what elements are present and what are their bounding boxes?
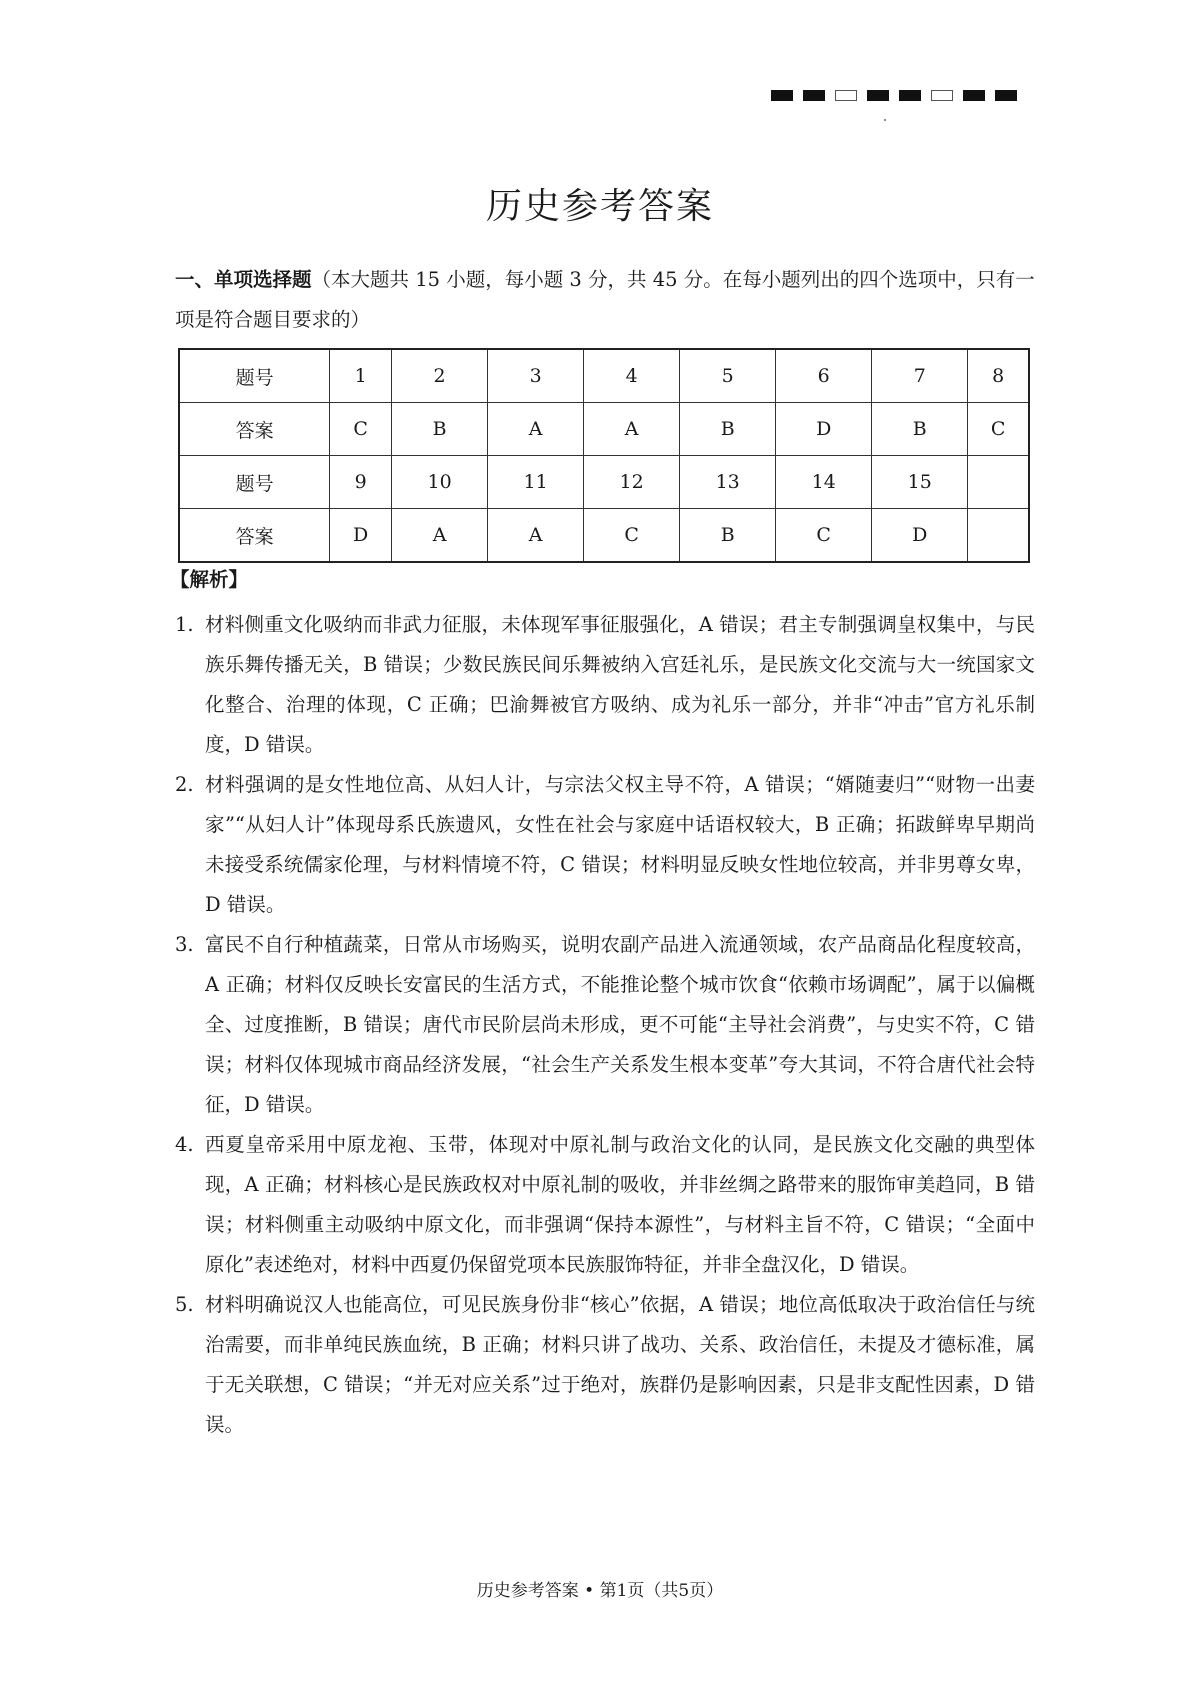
- item-number: 5.: [175, 1293, 194, 1316]
- mark-empty: [931, 90, 953, 101]
- table-cell: B: [680, 403, 776, 456]
- table-cell: 2: [392, 349, 488, 403]
- table-cell: A: [488, 509, 584, 563]
- section-intro: [175, 260, 1035, 340]
- table-cell: 15: [872, 456, 968, 509]
- table-cell: [968, 509, 1029, 563]
- mark-filled: [867, 90, 889, 101]
- item-number: 4.: [175, 1133, 194, 1156]
- answer-table: [178, 348, 1030, 563]
- item-number: 1.: [175, 613, 194, 636]
- item-number: 2.: [175, 773, 194, 796]
- item-number: 3.: [175, 933, 194, 956]
- table-cell: [968, 456, 1029, 509]
- mark-filled: [803, 90, 825, 101]
- item-text: 材料明确说汉人也能高位，可见民族身份非“核心”依据，A 错误；地位高低取决于政治信任与统治需要，而非单纯民族血统，B 正确；材料只讲了战功、关系、政治信任，未提及才德标准，属于无关联想，C 错误；“并无对应关系”过于绝对，族群仍是影响因素，只是非支配性因素，D 错误。: [205, 1293, 1035, 1436]
- analysis-item: [175, 1125, 1035, 1285]
- analysis-item: [175, 605, 1035, 765]
- table-row: [179, 403, 1029, 456]
- item-text: 西夏皇帝采用中原龙袍、玉带，体现对中原礼制与政治文化的认同，是民族文化交融的典型体现，A 正确；材料核心是民族政权对中原礼制的吸收，并非丝绸之路带来的服饰审美趋同，B 错误；材料侧重主动吸纳中原文化，而非强调“保持本源性”，与材料主旨不符，C 错误；“全面中原化”表述绝对，材料中西夏仍保留党项本民族服饰特征，并非全盘汉化，D 错误。: [205, 1133, 1035, 1276]
- table-cell: 4: [584, 349, 680, 403]
- item-text: 富民不自行种植蔬菜，日常从市场购买，说明农副产品进入流通领域，农产品商品化程度较高，A 正确；材料仅反映长安富民的生活方式，不能推论整个城市饮食“依赖市场调配”，属于以偏概全、过度推断，B 错误；唐代市民阶层尚未形成，更不可能“主导社会消费”，与史实不符，C 错误；材料仅体现城市商品经济发展，“社会生产关系发生根本变革”夸大其词，不符合唐代社会特征，D 错误。: [205, 933, 1035, 1116]
- table-cell: D: [872, 509, 968, 563]
- alignment-marks: [771, 90, 1017, 101]
- table-cell: 9: [330, 456, 392, 509]
- table-cell: 11: [488, 456, 584, 509]
- mark-filled: [771, 90, 793, 101]
- mark-filled: [899, 90, 921, 101]
- table-cell: 13: [680, 456, 776, 509]
- table-row: [179, 349, 1029, 403]
- analysis-heading: 【解析】: [170, 568, 249, 591]
- table-row: [179, 456, 1029, 509]
- table-cell: C: [584, 509, 680, 563]
- table-cell: A: [488, 403, 584, 456]
- table-cell: B: [872, 403, 968, 456]
- table-cell: C: [330, 403, 392, 456]
- table-cell: B: [392, 403, 488, 456]
- table-cell: D: [330, 509, 392, 563]
- table-cell: 10: [392, 456, 488, 509]
- table-cell: 3: [488, 349, 584, 403]
- table-cell: C: [968, 403, 1029, 456]
- table-cell: 14: [776, 456, 872, 509]
- item-text: 材料强调的是女性地位高、从妇人计，与宗法父权主导不符，A 错误；“婿随妻归”“财物一出妻家”“从妇人计”体现母系氏族遗风，女性在社会与家庭中话语权较大，B 正确；拓跋鲜卑早期尚未接受系统儒家伦理，与材料情境不符，C 错误；材料明显反映女性地位较高，并非男尊女卑，D 错误。: [205, 773, 1035, 916]
- table-cell: A: [584, 403, 680, 456]
- mark-filled: [963, 90, 985, 101]
- row-header-cell: 答案: [179, 403, 330, 456]
- analysis-item: [175, 765, 1035, 925]
- table-cell: 12: [584, 456, 680, 509]
- analysis-item: [175, 925, 1035, 1125]
- table-cell: 8: [968, 349, 1029, 403]
- table-cell: B: [680, 509, 776, 563]
- table-cell: 1: [330, 349, 392, 403]
- table-cell: 6: [776, 349, 872, 403]
- scan-dot: [884, 119, 886, 121]
- row-header-cell: 题号: [179, 456, 330, 509]
- page-title: 历史参考答案: [485, 186, 714, 227]
- table-cell: 5: [680, 349, 776, 403]
- row-header-cell: 题号: [179, 349, 330, 403]
- mark-filled: [995, 90, 1017, 101]
- table-cell: 7: [872, 349, 968, 403]
- section-note: （本大题共 15 小题，每小题 3 分，共 45 分。在每小题列出的四个选项中，只有一项是符合题目要求的）: [175, 268, 1035, 331]
- table-cell: A: [392, 509, 488, 563]
- row-header-cell: 答案: [179, 509, 330, 563]
- table-cell: C: [776, 509, 872, 563]
- page-footer: 历史参考答案 • 第1页（共5页）: [476, 1581, 724, 1601]
- analysis-item: [175, 1285, 1035, 1445]
- section-heading: 一、单项选择题: [175, 268, 312, 291]
- table-cell: D: [776, 403, 872, 456]
- mark-empty: [835, 90, 857, 101]
- analysis-list: [175, 605, 1035, 1445]
- table-row: [179, 509, 1029, 563]
- item-text: 材料侧重文化吸纳而非武力征服，未体现军事征服强化，A 错误；君主专制强调皇权集中，与民族乐舞传播无关，B 错误；少数民族民间乐舞被纳入宫廷礼乐，是民族文化交流与大一统国家文化整合、治理的体现，C 正确；巴渝舞被官方吸纳、成为礼乐一部分，并非“冲击”官方礼乐制度，D 错误。: [205, 613, 1035, 756]
